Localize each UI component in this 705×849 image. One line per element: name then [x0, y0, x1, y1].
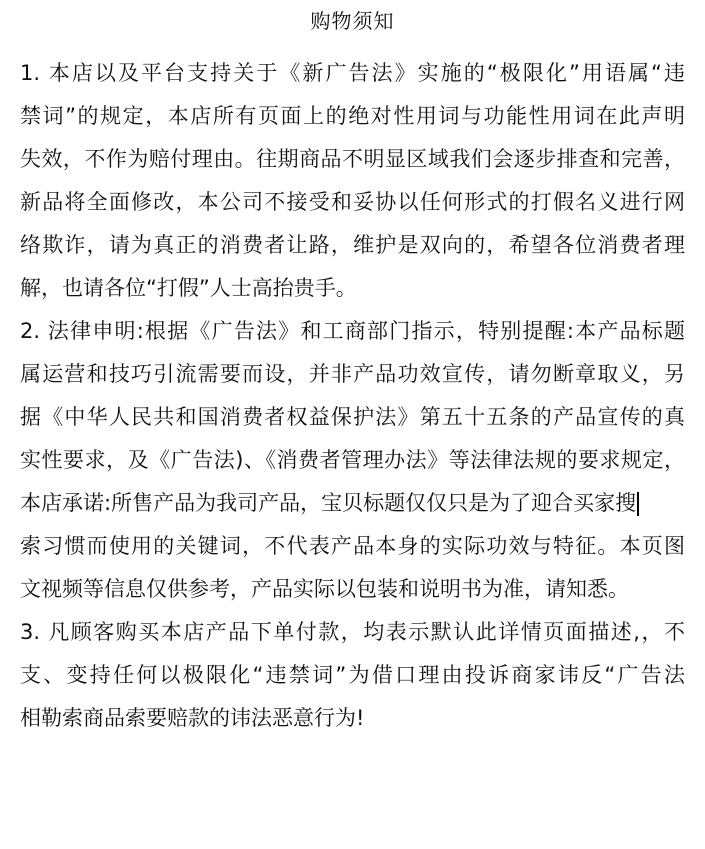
paragraph-2-line-2: 属运营和技巧引流需要而设，并非产品功效宣传，请勿断章取义，另	[20, 362, 685, 386]
paragraph-2-line-1: 2. 法律申明:根据《广告法》和工商部门指示，特别提醒:本产品标题	[20, 319, 685, 343]
paragraph-1-line-4: 新品将全面修改，本公司不接受和妥协以任何形式的打假名义进行网	[20, 190, 685, 214]
document-body	[20, 52, 685, 740]
paragraph-2-line-7: 文视频等信息仅供参考，产品实际以包装和说明书为准，请知悉。	[20, 577, 629, 601]
paragraph-1-line-5: 络欺诈，请为真正的消费者让路，维护是双向的，希望各位消费者理	[20, 233, 685, 257]
paragraph-2-line-5-wrapper	[20, 482, 685, 525]
paragraph-1-line-6: 解，也请各位“打假”人士高抬贵手。	[20, 276, 357, 300]
text-cursor	[637, 492, 639, 516]
paragraph-3-line-1: 3. 凡顾客购买本店产品下单付款，均表示默认此详情页面描述,，不	[20, 620, 685, 644]
paragraph-1-line-3: 失效，不作为赔付理由。往期商品不明显区域我们会逐步排查和完善，	[20, 147, 685, 171]
paragraph-1-line-2: 禁词”的规定，本店所有页面上的绝对性用词与功能性用词在此声明	[20, 104, 685, 128]
paragraph-2-line-6: 索习惯而使用的关键词，不代表产品本身的实际功效与特征。本页图	[20, 534, 685, 558]
paragraph-2-line-4: 实性要求，及《广告法)、《消费者管理办法》等法律法规的要求规定，	[20, 448, 685, 472]
paragraph-2-line-5: 本店承诺:所售产品为我司产品，宝贝标题仅仅只是为了迎合买家搜	[20, 491, 637, 515]
paragraph-2-line-3: 据《中华人民共和国消费者权益保护法》第五十五条的产品宣传的真	[20, 405, 685, 429]
paragraph-3-line-3: 相勒索商品索要赔款的讳法恶意行为!	[20, 706, 365, 730]
paragraph-3-line-2: 支、变持任何以极限化“违禁词”为借口理由投诉商家讳反“广告法	[20, 663, 685, 687]
paragraph-1-line-1: 1. 本店以及平台支持关于《新广告法》实施的“极限化”用语属“违	[20, 61, 685, 85]
document-title: 购物须知	[310, 9, 395, 33]
